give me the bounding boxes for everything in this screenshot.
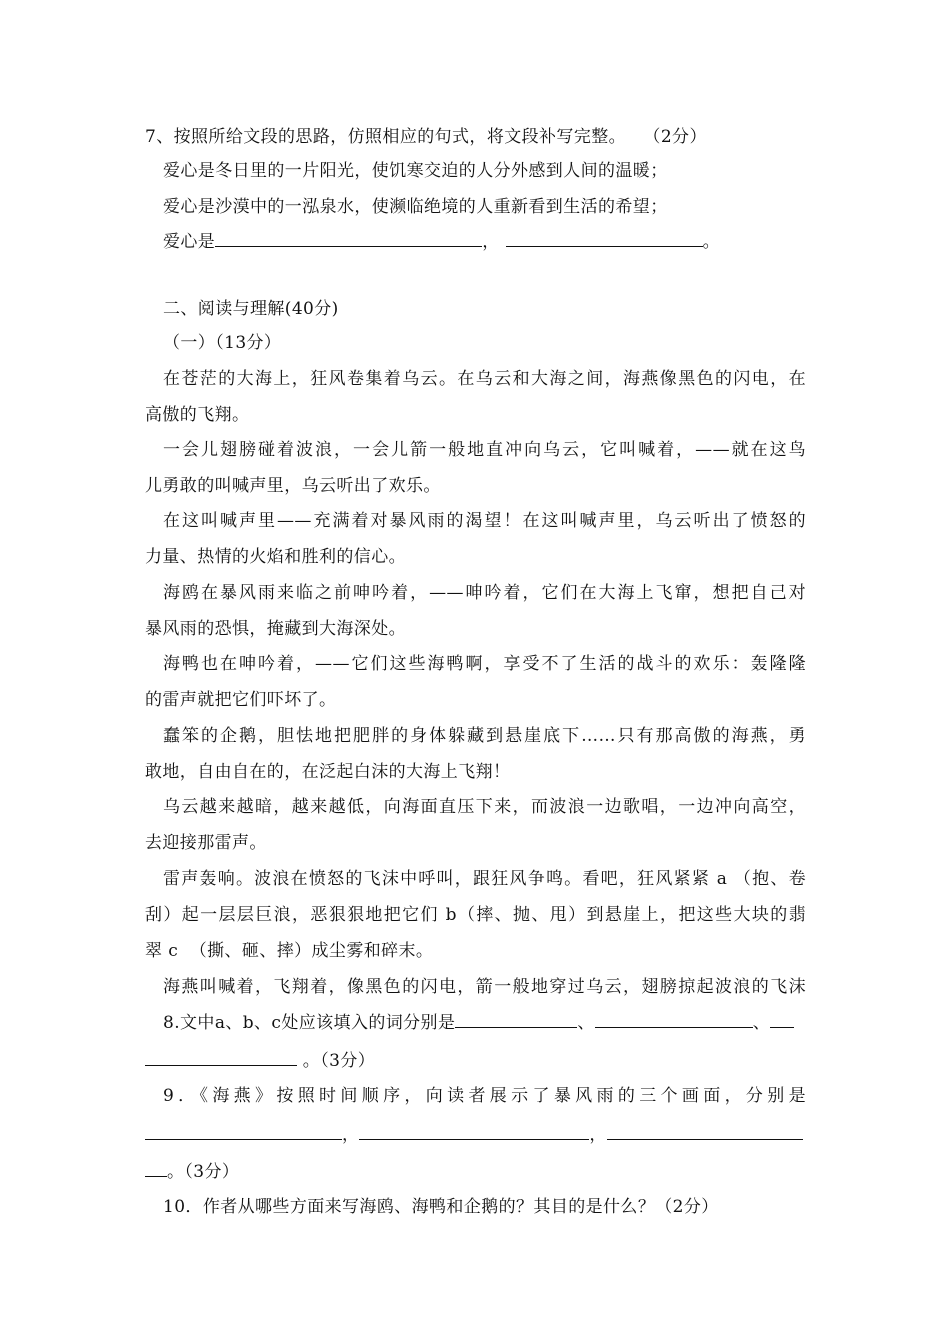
passage-line: 乌云越来越暗，越来越低，向海面直压下来，而波浪一边歌唱，一边冲向高空， (163, 797, 806, 817)
passage-line: 力量、热情的火焰和胜利的信心。 (145, 547, 406, 567)
passage-line: 海鸥在暴风雨来临之前呻吟着，——呻吟着，它们在大海上飞窜，想把自己对 (163, 583, 806, 603)
q9-sep-2: ， (589, 1125, 607, 1145)
passage-line: 在这叫喊声里——充满着对暴风雨的渴望！在这叫喊声里，乌云听出了愤怒的 (163, 511, 806, 531)
passage-line: 海鸭也在呻吟着，——它们这些海鸭啊，享受不了生活的战斗的欢乐：轰隆隆 (163, 654, 806, 674)
q8-sep-2: 、 (752, 1013, 771, 1033)
passage-line: 蠢笨的企鹅，胆怯地把肥胖的身体躲藏到悬崖底下……只有那高傲的海燕，勇 (163, 726, 806, 746)
section-heading: 二、阅读与理解(40分) (163, 299, 339, 319)
q9-points: 。（3分） (167, 1162, 240, 1182)
passage-line: 去迎接那雷声。 (145, 833, 267, 853)
q8-blank-c-end[interactable] (145, 1049, 297, 1066)
passage-line: 雷声轰响。波浪在愤怒的飞沫中呼叫，跟狂风争鸣。看吧，狂风紧紧 a （抱、卷 (163, 869, 806, 889)
q8-sep-1: 、 (577, 1013, 595, 1033)
q8-blank-c-start[interactable] (770, 1011, 794, 1028)
passage-line: 敢地，自由自在的，在泛起白沫的大海上飞翔！ (145, 762, 511, 782)
q7-example-1: 爱心是冬日里的一片阳光，使饥寒交迫的人分外感到人间的温暖； (163, 161, 668, 181)
q7-blank-2[interactable] (506, 230, 703, 247)
q9-prompt: 9．《海燕》按照时间顺序，向读者展示了暴风雨的三个画面，分别是 (163, 1086, 806, 1106)
q7-answer-start: 爱心是 (163, 232, 216, 252)
passage-line: 一会儿翅膀碰着波浪，一会儿箭一般地直冲向乌云，它叫喊着，——就在这鸟 (163, 440, 806, 460)
q7-answer-comma: ， (482, 232, 500, 252)
q8-blank-b[interactable] (595, 1011, 753, 1028)
passage-line: 儿勇敢的叫喊声里，乌云听出了欢乐。 (145, 476, 441, 496)
q7-answer-end: 。 (702, 232, 721, 252)
q7-prompt: 7、按照所给文段的思路，仿照相应的句式，将文段补写完整。 （2分） (145, 127, 707, 147)
q7-example-2: 爱心是沙漠中的一泓泉水，使濒临绝境的人重新看到生活的希望； (163, 197, 668, 217)
passage-line: 海燕叫喊着，飞翔着，像黑色的闪电，箭一般地穿过乌云，翅膀掠起波浪的飞沫 (163, 977, 806, 997)
passage-line: 的雷声就把它们吓坏了。 (145, 690, 337, 710)
part1-heading: （一）（13分） (163, 333, 282, 353)
passage-line: 在苍茫的大海上，狂风卷集着乌云。在乌云和大海之间，海燕像黑色的闪电，在 (163, 369, 806, 389)
q9-line-2 (145, 1123, 803, 1147)
q8-points: 。（3分） (297, 1051, 376, 1071)
passage-line: 高傲的飞翔。 (145, 405, 250, 425)
q8-prompt: 8.文中a、b、c处应该填入的词分别是 (163, 1013, 456, 1033)
q10-prompt: 10．作者从哪些方面来写海鸥、海鸭和企鹅的？其目的是什么？（2分） (163, 1197, 719, 1217)
q7-blank-1[interactable] (215, 230, 482, 247)
q8-blank-a[interactable] (455, 1011, 577, 1028)
q8-line-1 (163, 1011, 794, 1035)
q9-blank-2[interactable] (359, 1123, 589, 1140)
passage-line: 翠 c （撕、砸、摔）成尘雾和碎末。 (145, 941, 434, 961)
q9-sep-1: ， (342, 1125, 360, 1145)
q9-blank-1[interactable] (145, 1123, 342, 1140)
q7-answer-line (163, 230, 720, 254)
q9-blank-3-end[interactable] (145, 1160, 167, 1177)
q9-blank-3[interactable] (607, 1123, 803, 1140)
q9-line-3 (145, 1160, 239, 1184)
q8-line-2 (145, 1049, 375, 1073)
passage-line: 暴风雨的恐惧，掩藏到大海深处。 (145, 619, 406, 639)
passage-line: 刮）起一层层巨浪，恶狠狠地把它们 b（摔、抛、甩）到悬崖上，把这些大块的翡 (145, 905, 806, 925)
